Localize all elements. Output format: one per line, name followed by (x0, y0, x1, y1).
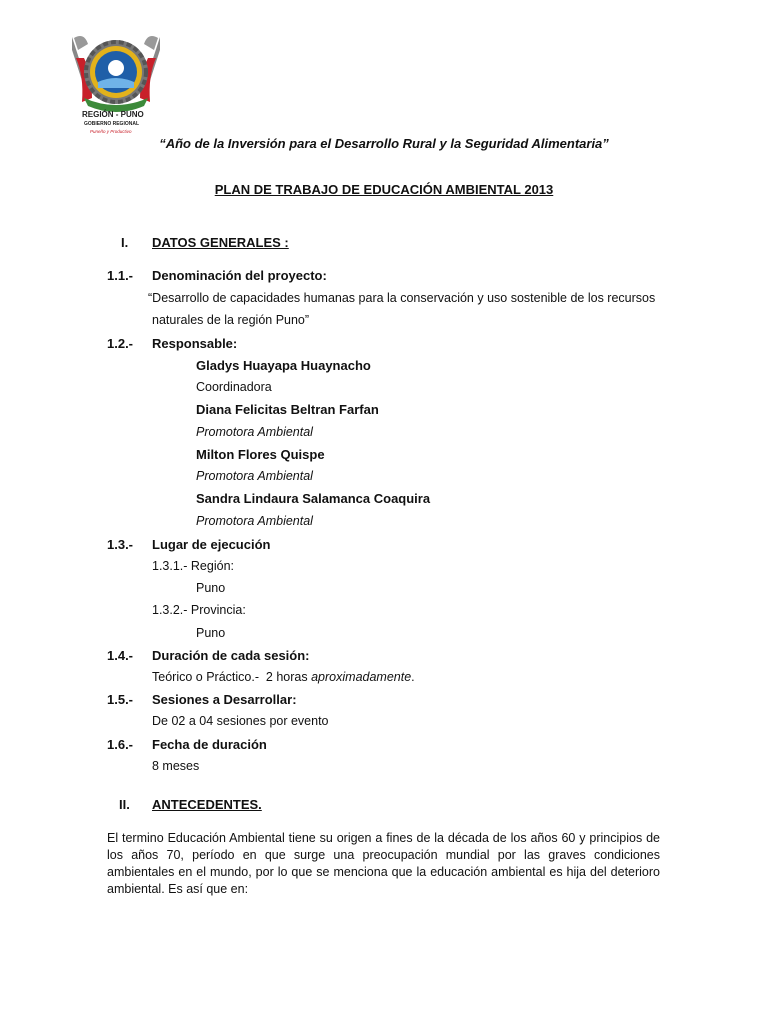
year-motto: “Año de la Inversión para el Desarrollo Rural y la Seguridad Alimentaria” (159, 136, 609, 151)
responsible-role: Coordinadora (196, 380, 272, 394)
item-1-3-1-value: Puno (196, 581, 226, 595)
item-1-1-line2: naturales de la región Puno” (152, 313, 310, 327)
item-1-6-value: 8 meses (152, 759, 200, 773)
responsible-name: Sandra Lindaura Salamanca Coaquira (196, 491, 431, 506)
responsible-name: Gladys Huayapa Huaynacho (196, 358, 371, 373)
item-1-4-value-c: . (411, 670, 415, 684)
section2-number: II. (119, 797, 130, 812)
logo-region-text: REGIÓN - PUNO (82, 110, 144, 119)
responsible-name: Milton Flores Quispe (196, 447, 325, 462)
item-1-1-line1: “Desarrollo de capacidades humanas para la conservación y uso sostenible de los recursos (148, 291, 656, 305)
item-1-5-label: Sesiones a Desarrollar: (152, 692, 297, 707)
item-1-4-value-a: Teórico o Práctico.- 2 horas (152, 670, 312, 684)
region-puno-logo (72, 28, 160, 140)
logo-gov-text: GOBIERNO REGIONAL (84, 121, 140, 127)
item-1-6-label: Fecha de duración (152, 737, 267, 752)
responsible-role: Promotora Ambiental (196, 514, 313, 528)
responsible-name: Diana Felicitas Beltran Farfan (196, 402, 379, 417)
item-1-3-1-label: 1.3.1.- Región: (152, 559, 234, 573)
item-1-4-value-b: aproximadamente (311, 670, 412, 684)
item-1-3-number: 1.3.- (107, 537, 134, 552)
item-1-3-2-label: 1.3.2.- Provincia: (152, 603, 246, 617)
item-1-3-2-value: Puno (196, 626, 226, 640)
logo-motto-text: Puneño y Productivo (90, 129, 132, 134)
item-1-5-number: 1.5.- (107, 692, 134, 707)
item-1-1-number: 1.1.- (107, 268, 134, 283)
item-1-3-label: Lugar de ejecución (152, 537, 271, 552)
item-1-5-value: De 02 a 04 sesiones por evento (152, 714, 329, 728)
item-1-4-label: Duración de cada sesión: (152, 648, 310, 663)
item-1-4-value (152, 670, 415, 684)
item-1-2-number: 1.2.- (107, 336, 134, 351)
section2-title: ANTECEDENTES. (152, 797, 262, 812)
responsible-role: Promotora Ambiental (196, 469, 313, 483)
item-1-4-number: 1.4.- (107, 648, 134, 663)
plan-title: PLAN DE TRABAJO DE EDUCACIÓN AMBIENTAL 2013 (214, 182, 554, 197)
responsible-role: Promotora Ambiental (196, 425, 313, 439)
item-1-2-label: Responsable: (152, 336, 238, 351)
section1-title: DATOS GENERALES : (152, 235, 289, 250)
section1-number: I. (121, 235, 129, 250)
antecedentes-paragraph: El termino Educación Ambiental tiene su origen a fines de la década de los años 60 y principios de los años 70, período en que surge una preocupación mundial por las graves condiciones ambientales en el mundo, por lo que se menciona que la educación ambiental es hija del deterioro ambiental. Es así que en: (107, 831, 660, 896)
item-1-1-label: Denominación del proyecto: (152, 268, 327, 283)
item-1-6-number: 1.6.- (107, 737, 134, 752)
